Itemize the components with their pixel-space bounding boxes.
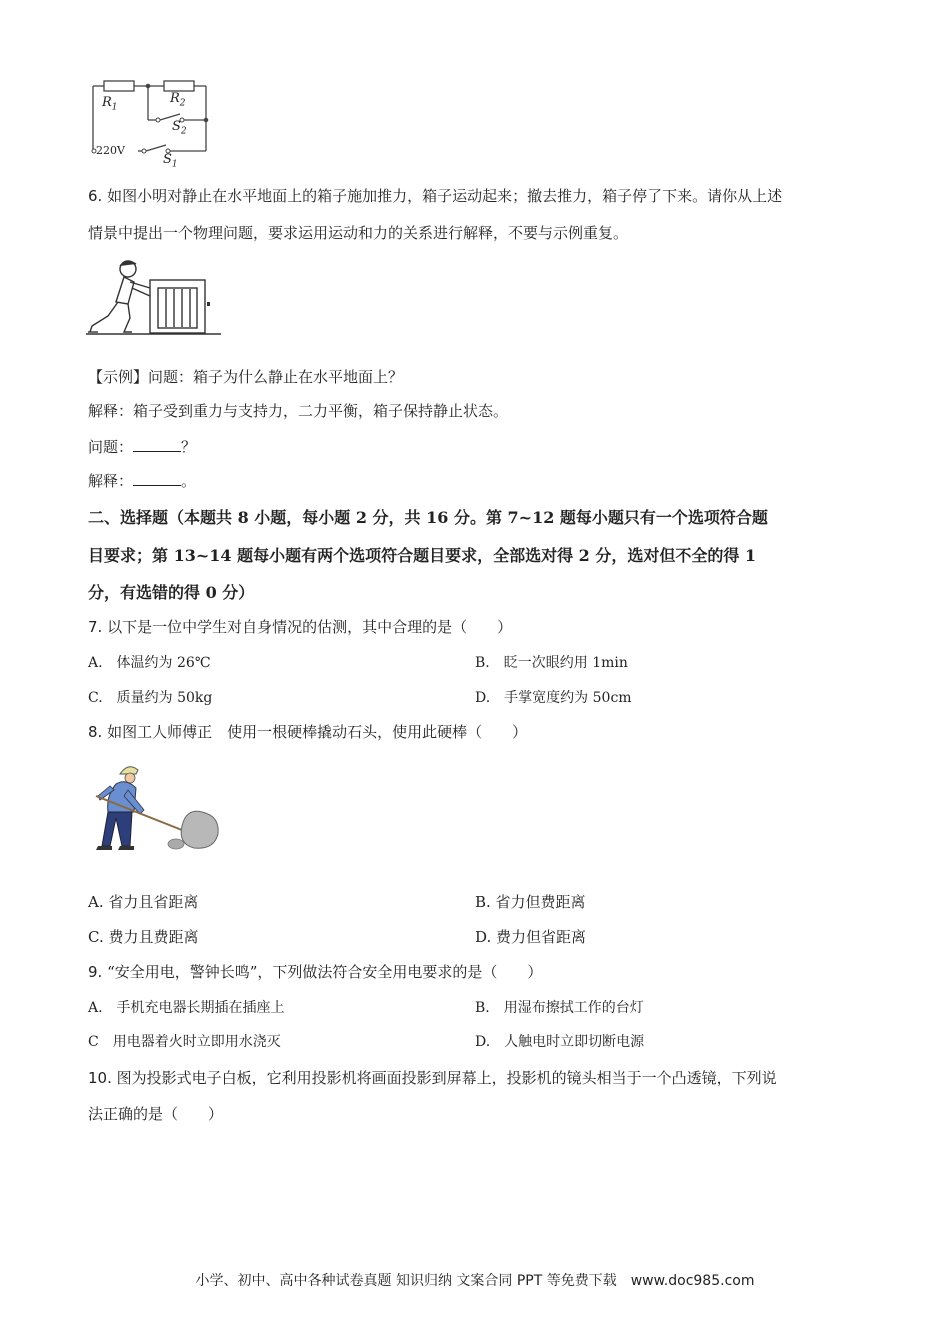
q9-number: 9.: [88, 963, 103, 981]
label-s2-letter: S: [172, 119, 181, 134]
q7-number: 7.: [88, 618, 103, 636]
label-s1-letter: S: [163, 152, 172, 167]
label-s2-sub: 2: [180, 126, 187, 137]
q8-text: 如图工人师傅正 使用一根硬棒撬动石头，使用此硬棒（ ）: [107, 723, 528, 741]
q6-line2: 情景中提出一个物理问题，要求运用运动和力的关系进行解释，不要与示例重复。: [88, 224, 629, 242]
q6-example-question: 【示例】问题：箱子为什么静止在水平地面上？: [88, 368, 404, 386]
q10-text1: 图为投影式电子白板，它利用投影机将画面投影到屏幕上，投影机的镜头相当于一个凸透镜，下列说: [116, 1069, 777, 1087]
q8-option-b[interactable]: B. 省力但费距离: [475, 893, 586, 911]
q8-option-a[interactable]: A. 省力且省距离: [88, 893, 199, 911]
label-voltage: 220V: [96, 144, 125, 157]
q6-answer-label: 解释：: [88, 472, 134, 490]
q8-option-c[interactable]: C. 费力且费距离: [88, 928, 199, 946]
q9-option-d[interactable]: D. 人触电时立即切断电源: [475, 1034, 645, 1050]
q6-text1: 如图小明对静止在水平地面上的箱子施加推力，箱子运动起来；撤去推力，箱子停了下来。请你从上述: [107, 187, 783, 205]
q9-option-a[interactable]: A. 手机充电器长期插在插座上: [88, 1000, 285, 1016]
q7-option-a[interactable]: A. 体温约为 26℃: [88, 655, 211, 671]
q7-option-c[interactable]: C. 质量约为 50kg: [88, 690, 213, 706]
q6-question-blank: [88, 437, 196, 457]
explanation-answer-blank[interactable]: [133, 471, 181, 486]
q9-option-c[interactable]: C 用电器着火时立即用水浇灭: [88, 1034, 281, 1050]
q6-question-end: ？: [181, 438, 197, 456]
q6-answer-blank: [88, 471, 196, 491]
footer-text[interactable]: 小学、初中、高中各种试卷真题 知识归纳 文案合同 PPT 等免费下载 www.doc985.com: [195, 1273, 755, 1289]
label-r2: [170, 91, 186, 109]
q10-number: 10.: [88, 1069, 112, 1087]
section2-line1: 二、选择题（本题共 8 小题，每小题 2 分，共 16 分。第 7~12 题每小题只有一个选项符合题: [88, 508, 768, 527]
q7-option-b[interactable]: B. 眨一次眼约用 1min: [475, 655, 628, 671]
push-box-illustration: [86, 252, 226, 338]
q10-line1: [88, 1068, 777, 1088]
q8-number: 8.: [88, 723, 103, 741]
label-r2-sub: 2: [179, 98, 186, 109]
label-r1-letter: R: [102, 95, 112, 110]
q7-stem: [88, 617, 512, 637]
label-r1: [102, 95, 118, 113]
q9-text: “安全用电，警钟长鸣”，下列做法符合安全用电要求的是（ ）: [107, 963, 543, 981]
q10-line2: 法正确的是（ ）: [88, 1105, 224, 1123]
q9-option-b[interactable]: B. 用湿布擦拭工作的台灯: [475, 1000, 644, 1016]
section2-line3: 分，有选错的得 0 分）: [88, 583, 255, 602]
label-r2-letter: R: [170, 91, 180, 106]
q7-text: 以下是一位中学生对自身情况的估测，其中合理的是（ ）: [107, 618, 513, 636]
question-answer-blank[interactable]: [133, 437, 181, 452]
q8-option-d[interactable]: D. 费力但省距离: [475, 928, 587, 946]
label-s2: [172, 119, 187, 137]
q7-option-d[interactable]: D. 手掌宽度约为 50cm: [475, 690, 632, 706]
q6-answer-end: 。: [181, 472, 197, 490]
label-r1-sub: 1: [111, 102, 118, 113]
q8-stem: [88, 722, 527, 742]
section2-line2: 目要求；第 13~14 题每小题有两个选项符合题目要求，全部选对得 2 分，选对但不全的得 1: [88, 546, 757, 565]
q6-question-label: 问题：: [88, 438, 134, 456]
label-s1-sub: 1: [171, 159, 178, 170]
q6-number: 6.: [88, 187, 103, 205]
worker-lever-illustration: [86, 760, 226, 856]
q6-line1: [88, 186, 782, 206]
label-s1: [163, 152, 178, 170]
q9-stem: [88, 962, 542, 982]
q6-example-answer: 解释：箱子受到重力与支持力，二力平衡，箱子保持静止状态。: [88, 402, 509, 420]
